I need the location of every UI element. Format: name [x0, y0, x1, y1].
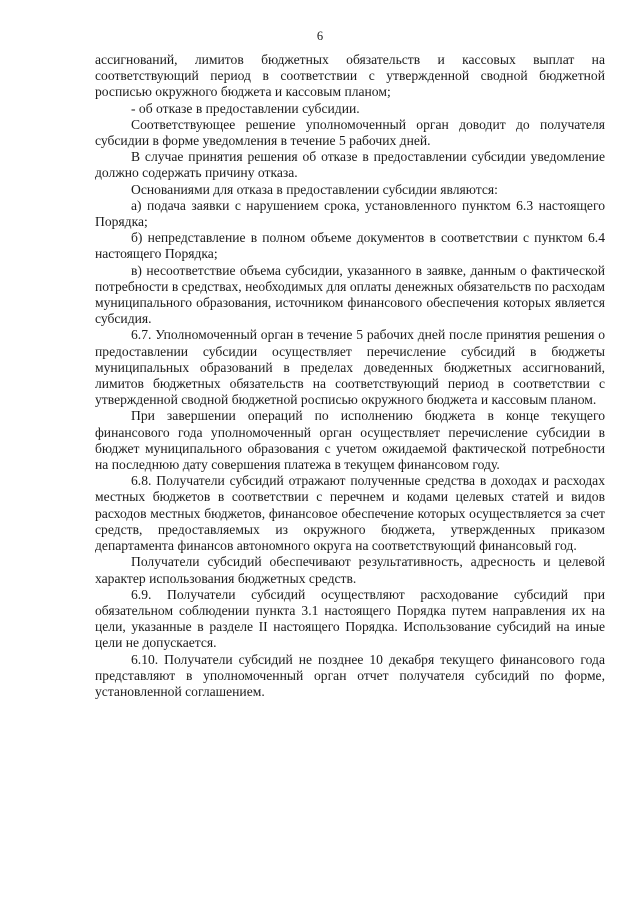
- page-number: 6: [316, 29, 324, 43]
- paragraph-effectiveness: Получатели субсидий обеспечивают результативность, адресность и целевой характер использования бюджетных средств.: [95, 554, 605, 586]
- paragraph-year-end-transfer: При завершении операций по исполнению бюджета в конце текущего финансового года уполномоченный орган осуществляет перечисление субсидии в бюджет муниципального образования с учетом ожидаемой фактической потребности на последнюю дату совершения платежа в текущем финансовом году.: [95, 408, 605, 473]
- paragraph-ground-a: а) подача заявки с нарушением срока, установленного пунктом 6.3 настоящего Порядка;: [95, 197, 605, 230]
- paragraph-6-10: 6.10. Получатели субсидий не позднее 10 декабря текущего финансового года представляют в уполномоченный орган отчет получателя субсидий по форме, установленной соглашением.: [95, 651, 605, 699]
- paragraph-refusal-decision: - об отказе в предоставлении субсидии.: [131, 100, 360, 116]
- paragraph-notification: Соответствующее решение уполномоченный орган доводит до получателя субсидии в форме уведомления в течение 5 рабочих дней.: [95, 116, 605, 149]
- document-body: [95, 52, 605, 700]
- paragraph-continuation: ассигнований, лимитов бюджетных обязательств и кассовых выплат на соответствующий период в соответствии с утвержденной сводной бюджетной росписью окружного бюджета и кассовым планом;: [95, 52, 605, 100]
- paragraph-ground-b: б) непредставление в полном объеме документов в соответствии с пунктом 6.4 настоящего Порядка;: [95, 230, 605, 262]
- paragraph-6-9: 6.9. Получатели субсидий осуществляют расходование субсидий при обязательном соблюдении пункта 3.1 настоящего Порядка путем направления их на цели, указанные в разделе II настоящего Порядка. Использование субсидий на иные цели не допускается.: [95, 586, 605, 651]
- paragraph-refusal-reason: В случае принятия решения об отказе в предоставлении субсидии уведомление должно содержать причину отказа.: [95, 149, 605, 181]
- paragraph-6-8: 6.8. Получатели субсидий отражают полученные средства в доходах и расходах местных бюджетов в соответствии с перечнем и кодами целевых статей и видов расходов местных бюджетов, финансовое обеспечение которых осуществляется за счет средств, предоставляемых из окружного бюджета, утвержденных приказом департамента финансов автономного округа на соответствующий финансовый год.: [95, 473, 605, 554]
- paragraph-ground-c: в) несоответствие объема субсидии, указанного в заявке, данным о фактической потребности в средствах, необходимых для оплаты денежных обязательств по расходам муниципального образования, источником финансового обеспечения которых является субсидия.: [95, 262, 605, 327]
- paragraph-refusal-grounds: Основаниями для отказа в предоставлении субсидии являются:: [131, 181, 498, 197]
- paragraph-6-7: 6.7. Уполномоченный орган в течение 5 рабочих дней после принятия решения о предоставлении субсидии осуществляет перечисление субсидий в бюджеты муниципальных образований в пределах доведенных бюджетных ассигнований, лимитов бюджетных обязательств на соответствующий период в соответствии с утвержденной сводной бюджетной росписью окружного бюджета и кассовым планом.: [95, 327, 605, 408]
